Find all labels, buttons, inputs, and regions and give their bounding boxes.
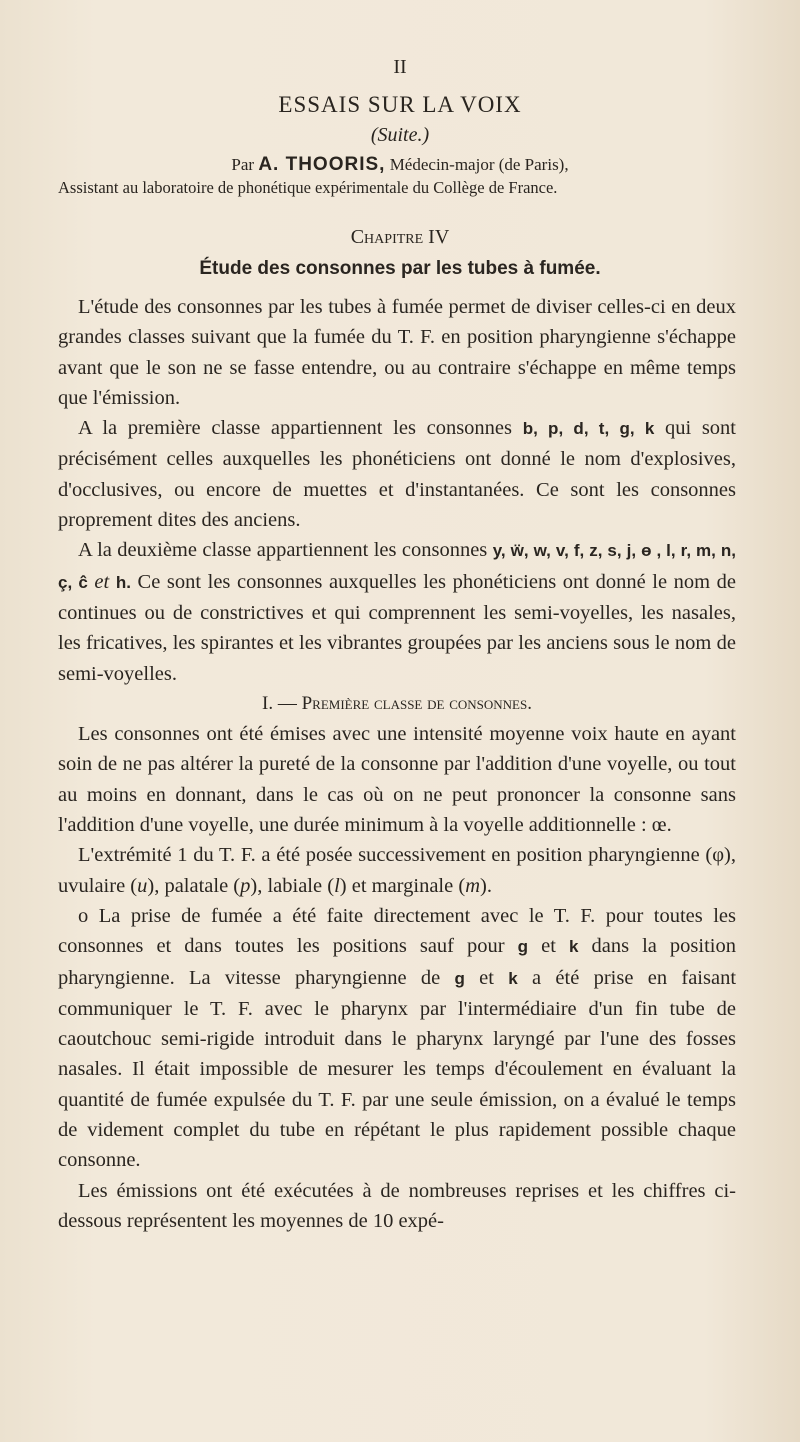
consonant-list-2: y, ẅ, w, v, f, z, s, j, ɵ , l, r, m, n, ç, ĉ — [58, 541, 736, 592]
article-body — [58, 292, 736, 1236]
article-title: ESSAIS SUR LA VOIX — [278, 92, 522, 117]
paragraph-3: A la deuxième classe appartiennent les consonnes y, ẅ, w, v, f, z, s, j, ɵ , l, r, m, n, ç, ĉ et h. Ce sont les consonnes auxquelles les phonéticiens ont donné le nom de continues ou de constrictives et qui comprennent les semi-voyelles, les nasales, les fricatives, les spirantes et les vibrantes groupées par les anciens sous le nom de semi-voyelles. — [58, 539, 737, 685]
author-role: Médecin-major (de Paris), — [389, 155, 569, 174]
paragraph-6: o La prise de fumée a été faite directement avec le T. F. pour toutes les consonnes et dans toutes les positions sauf pour g et k dans la position pharyngienne. La vitesse pharyngienne de g et k a été prise en faisant communiquer le T. F. avec le pharynx par l'intermédiaire d'un fin tube de caoutchouc semi-rigide introduit dans le pharynx laryngé par l'une des fosses nasales. Il était impossible de mesurer les temps d'écoulement en évaluant la quantité de fumée expulsée du T. F. par une seule émission, on a évalué le temps de videment complet du tube en répétant le plus rapidement possible chaque consonne. — [58, 904, 737, 1172]
consonant-list-1: b, p, d, t, g, k — [522, 419, 655, 439]
chapter-label: Chapitre IV — [350, 226, 450, 248]
author-prefix: Par — [231, 155, 255, 174]
section-heading: I. — Première classe de consonnes. — [262, 692, 532, 714]
article-number: II — [393, 56, 407, 78]
chapter-title: Étude des consonnes par les tubes à fumée. — [199, 258, 601, 279]
paragraph-5: L'extrémité 1 du T. F. a été posée successivement en position pharyngienne (φ), uvulaire (u), palatale (p), labiale (l) et marginale (m). — [58, 844, 736, 897]
paragraph-4: Les consonnes ont été émises avec une intensité moyenne voix haute en ayant soin de ne pas altérer la pureté de la consonne par l'addition d'une voyelle, ou tout au moins en donnant, dans le cas où on ne peut prononcer la consonne sans l'addition d'une voyelle, une durée minimum à la voyelle additionnelle : œ. — [58, 723, 736, 837]
paragraph-1: L'étude des consonnes par les tubes à fumée permet de diviser celles-ci en deux grandes classes suivant que la fumée du T. F. en position pharyngienne s'échappe avant que le son ne se fasse entendre, ou au contraire s'échappe en même temps que l'émission. — [58, 296, 736, 409]
paragraph-7: Les émissions ont été exécutées à de nombreuses reprises et les chiffres ci-dessous représentent les moyennes de 10 expé- — [58, 1179, 736, 1232]
article-subtitle: (Suite.) — [370, 124, 430, 146]
paragraph-2: A la première classe appartiennent les consonnes b, p, d, t, g, k qui sont précisément celles auxquelles les phonéticiens ont donné le nom d'explosives, d'occlusives, ou encore de muettes et d'instantanées. Ce sont les consonnes proprement dites des anciens. — [58, 417, 737, 532]
author-affiliation: Assistant au laboratoire de phonétique expérimentale du Collège de France. — [58, 178, 558, 197]
author-name: A. THOORIS, — [258, 154, 386, 175]
author-line — [0, 154, 800, 176]
